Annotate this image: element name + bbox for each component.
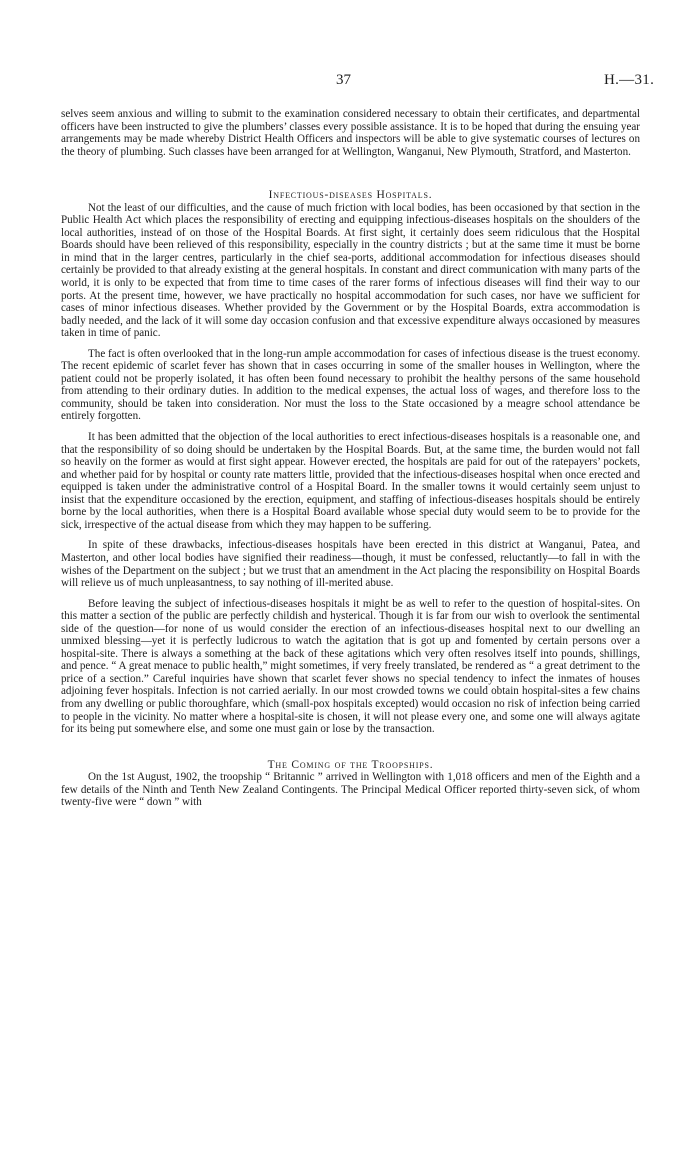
- paragraph: Not the least of our difficulties, and the cause of much friction with local bodies, has been occasioned by that section in the Public Health Act which places the responsibility of erecting and equipping infectious-diseases hospitals on the shoulders of the local authorities, instead of on those of the Hospital Boards. At first sight, it certainly does seem ridiculous that the Hospital Boards should have been relieved of this responsibility, especially in the country districts ; but at the same time it must be borne in mind that in the larger centres, particularly in the chief sea-ports, additional accommodation for infectious diseases should certainly be provided to that already existing at the general hospitals. In constant and direct communication with many parts of the world, it is only to be expected that from time to time cases of the rarer forms of infectious diseases will find their way to our ports. At the present time, however, we have practically no hospital accommodation for such cases, nor have we sufficient for cases of minor infectious diseases. Whether provided by the Government or by the Hospital Boards, extra accommodation is badly needed, and the lack of it will some day occasion confusion and that excessive expenditure always occasioned by measures taken in time of panic.: [61, 201, 640, 340]
- paragraph: The fact is often overlooked that in the long-run ample accommodation for cases of infectious disease is the truest economy. The recent epidemic of scarlet fever has shown that in cases occurring in some of the smaller houses in Wellington, where the patient could not be properly isolated, it has often been found necessary to prohibit the healthy persons of the same household from attending to their ordinary duties. In addition to the medical expenses, the actual loss of wages, and therefore loss to the community, should be taken into consideration. Nor must the loss to the State occasioned by a meagre school attendance be entirely forgotten.: [61, 347, 640, 423]
- section-heading-infectious-hospitals: Infectious-diseases Hospitals.: [268, 189, 433, 202]
- paragraph: In spite of these drawbacks, infectious-diseases hospitals have been erected in this district at Wanganui, Patea, and Masterton, and other local bodies have signified their readiness—though, it must be confessed, reluctantly—to fall in with the wishes of the Department on the subject ; but we trust that an amendment in the Act placing the responsibility on Hospital Boards will relieve us of much unpleasantness, to say nothing of ill-merited abuse.: [61, 539, 640, 590]
- page-header: [0, 72, 700, 94]
- paragraph: On the 1st August, 1902, the troopship “ Britannic ” arrived in Wellington with 1,018 officers and men of the Eighth and a few details of the Ninth and Tenth New Zealand Contingents. The Principal Medical Officer reported thirty-seven sick, of whom twenty-five were “ down ” with: [61, 771, 640, 809]
- paragraph: It has been admitted that the objection of the local authorities to erect infectious-diseases hospitals is a reasonable one, and that the responsibility of so doing should be undertaken by the Hospital Boards. But, at the same time, the burden would not fall so heavily on the former as would at first sight appear. However erected, the hospitals are paid for out of the ratepayers’ pockets, and whether paid for by hospital or county rate matters little, provided that the infectious-diseases hospital when once erected and equipped is taken under the administrative control of a Hospital Board. In the smaller towns it would certainly seem unjust to insist that the expenditure occasioned by the erection, equipment, and staffing of infectious-diseases hospitals should be entirely borne by the local authorities, when there is a Hospital Board available whose special duty would seem to be to provide for the sick, irrespective of the actual disease from which they may happen to be suffering.: [61, 431, 640, 531]
- body-text: [61, 108, 640, 809]
- document-reference: H.—31.: [604, 72, 655, 88]
- section-heading-troopships: The Coming of the Troopships.: [267, 758, 434, 771]
- intro-paragraph: selves seem anxious and willing to submit to the examination considered necessary to obtain their certificates, and departmental officers have been instructed to give the plumbers’ classes every possible assistance. It is to be hoped that during the ensuing year arrangements may be made whereby District Health Officers and inspectors will be able to give systematic courses of lectures on the theory of plumbing. Such classes have been arranged for at Wellington, Wanganui, New Plymouth, Stratford, and Masterton.: [61, 108, 640, 158]
- page-number: 37: [336, 72, 351, 88]
- paragraph: Before leaving the subject of infectious-diseases hospitals it might be as well to refer to the question of hospital-sites. On this matter a section of the public are perfectly childish and hysterical. Though it is far from our wish to overlook the sentimental side of the question—for none of us would consider the erection of an infectious-diseases hospital next to our dwelling an unmixed blessing—yet it is perfectly ludicrous to watch the agitation that is got up and fomented by certain persons over a hospital-site. There is always a something at the back of these agitations which very often resolves itself into pounds, shillings, and pence. “ A great menace to public health,” might sometimes, if very freely translated, be rendered as “ a great detriment to the price of a section.” Careful inquiries have shown that scarlet fever shows no special tendency to infect the inmates of houses adjoining fever hospitals. Infection is not carried aerially. In our most crowded towns we could obtain hospital-sites a few chains from any dwelling or public thoroughfare, which (small-pox hospitals excepted) would occasion no risk of infection being carried to people in the vicinity. No matter where a hospital-site is chosen, it will not please every one, and some one will always agitate for its being put somewhere else, and some one must gain or lose by the transaction.: [61, 597, 640, 736]
